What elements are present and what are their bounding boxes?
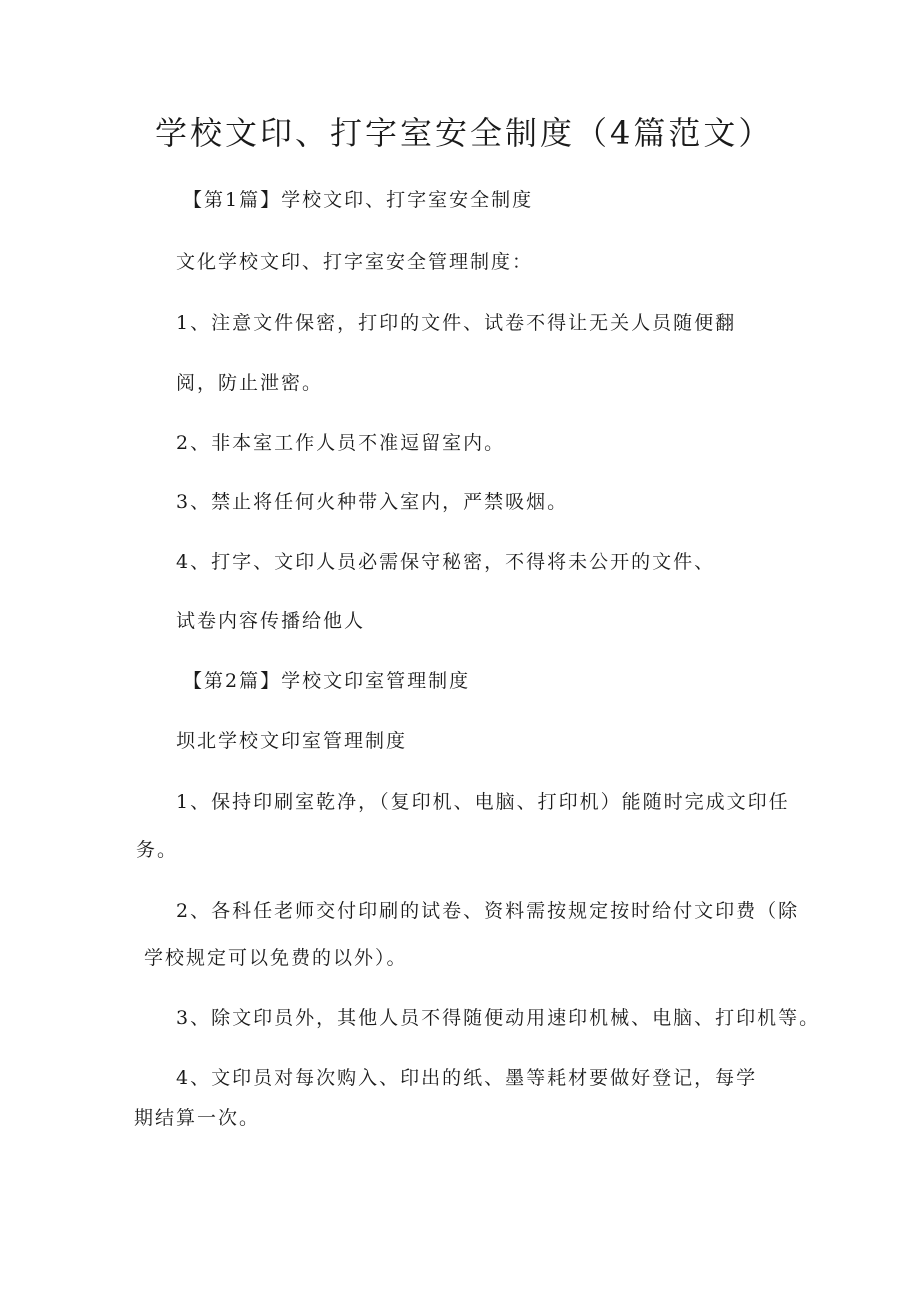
rule-1-line-2: 阅，防止泄密。 <box>176 372 324 394</box>
paragraph-intro-1: 文化学校文印、打字室安全管理制度： <box>176 251 534 273</box>
section-2-heading: 【第2篇】学校文印室管理制度 <box>183 670 471 692</box>
rule-4-line-2: 试卷内容传播给他人 <box>176 610 366 632</box>
rule-2-1-line-2: 务。 <box>136 839 179 861</box>
rule-2-4-line-1: 4、文印员对每次购入、印出的纸、墨等耗材要做好登记，每学 <box>176 1067 758 1089</box>
document-title: 学校文印、打字室安全制度（4篇范文） <box>155 114 774 152</box>
rule-2-3: 3、除文印员外，其他人员不得随便动用速印机械、电脑、打印机等。 <box>176 1007 821 1029</box>
rule-3: 3、禁止将任何火种带入室内，严禁吸烟。 <box>176 491 569 513</box>
rule-2: 2、非本室工作人员不准逗留室内。 <box>176 432 506 454</box>
rule-4-line-1: 4、打字、文印人员必需保守秘密，不得将未公开的文件、 <box>176 551 716 573</box>
section-1-heading: 【第1篇】学校文印、打字室安全制度 <box>183 189 534 211</box>
paragraph-intro-2: 坝北学校文印室管理制度 <box>176 730 408 752</box>
rule-2-1-line-1: 1、保持印刷室乾净，（复印机、电脑、打印机）能随时完成文印任 <box>176 791 790 813</box>
rule-2-4-line-2: 期结算一次。 <box>134 1107 261 1129</box>
rule-2-2-line-1: 2、各科任老师交付印刷的试卷、资料需按规定按时给付文印费（除 <box>176 900 800 922</box>
rule-1-line-1: 1、注意文件保密，打印的文件、试卷不得让无关人员随便翻 <box>176 312 737 334</box>
rule-2-2-line-2: 学校规定可以免费的以外）。 <box>144 947 408 969</box>
